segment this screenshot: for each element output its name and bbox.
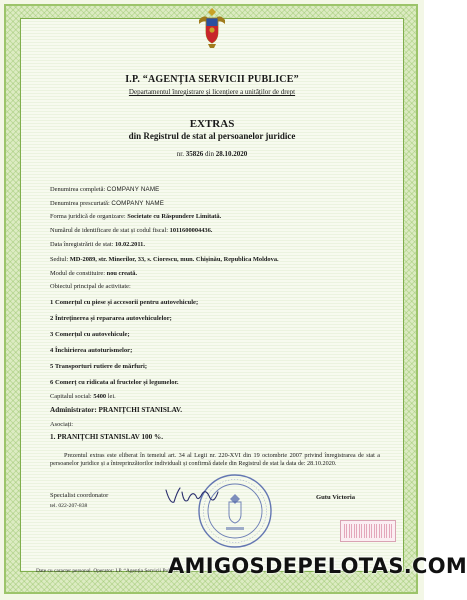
number-prefix: nr. [176, 150, 184, 158]
activity-item: 3 Comerțul cu autovehicule; [50, 331, 130, 338]
document-subtitle: din Registrul de stat al persoanelor juridice [128, 131, 296, 141]
mode-value: nou creată. [106, 270, 138, 277]
idno-row [50, 227, 212, 234]
activity-item: 4 Închirierea autoturismelor; [50, 347, 133, 354]
full-name-label: Denumirea completă: [50, 186, 106, 193]
legal-form-label: Forma juridică de organizare: [50, 213, 126, 220]
full-name-value: COMPANY NAME [106, 186, 160, 193]
capital-row [50, 393, 116, 400]
mode-row [50, 270, 137, 277]
department-name: Departamentul înregistrare și licențiere a unităților de drept [128, 88, 296, 96]
activity-item: 6 Comerț cu ridicata al fructelor și legumelor. [50, 379, 179, 386]
barcode-icon [344, 524, 392, 538]
footer-note: Date cu caracter personal. Operator: I.P. “Agenția Servicii Publice” [36, 568, 182, 574]
signatory-name: Gutu Victoria [316, 494, 356, 501]
short-name-label: Denumirea prescurtată: [50, 200, 110, 207]
idno-value: 1011600004436. [169, 227, 213, 234]
date-value: 28.10.2020 [215, 150, 248, 158]
associates-label: Asociați: [50, 421, 74, 428]
document-title: EXTRAS [189, 118, 235, 130]
date-prefix: din [205, 150, 214, 158]
legal-form-row [50, 213, 221, 220]
closing-paragraph [50, 452, 380, 468]
activity-item: 5 Transporturi rutiere de mărfuri; [50, 363, 148, 370]
administrator: Administrator: PRANIȚCHI STANISLAV. [50, 406, 182, 414]
barcode-sticker [340, 520, 396, 542]
seat-row [50, 256, 279, 263]
number-value: 35826 [185, 150, 204, 158]
associate-item: 1. PRANIȚCHI STANISLAV 100 %. [50, 433, 164, 441]
watermark: AMIGOSDEPELOTAS.COM [168, 554, 467, 578]
closing-text: Prezentul extras este eliberat în temeiul art. 34 al Legii nr. 220-XVI din 19 octombrie 2007 privind înregistrarea de stat a persoanelor juridice și a întreprinzătorilor individuali și confirmă datele din Registrul de stat la data de: 28.10.2020. [50, 452, 380, 468]
idno-label: Numărul de identificare de stat și codul fiscal: [50, 227, 169, 234]
reg-date-row [50, 241, 145, 248]
activity-item: 2 Întreținerea și repararea autovehiculelor; [50, 315, 172, 322]
mode-label: Modul de constituire: [50, 270, 106, 277]
short-name-row [50, 200, 164, 207]
reg-date-label: Data înregistrării de stat: [50, 241, 114, 248]
seat-label: Sediul: [50, 256, 69, 263]
agency-name: I.P. “AGENȚIA SERVICII PUBLICE” [125, 74, 299, 85]
coat-of-arms-icon [196, 6, 228, 50]
full-name-row [50, 186, 160, 193]
capital-value: 5400 [93, 393, 107, 400]
short-name-value: COMPANY NAME [111, 200, 165, 207]
signatory-phone: tel. 022-207-838 [50, 503, 88, 509]
seat-value: MD-2089, str. Minerilor, 33, s. Ciorescu, mun. Chișinău, Republica Moldova. [69, 256, 279, 263]
activity-label: Obiectul principal de activitate: [50, 283, 131, 290]
reg-date-value: 10.02.2011. [114, 241, 145, 248]
signatory-title: Specialist coordonator [50, 492, 109, 499]
capital-unit: lei. [107, 393, 116, 400]
handwritten-signature-icon [162, 482, 222, 508]
capital-label: Capitalul social: [50, 393, 92, 400]
legal-form-value: Societate cu Răspundere Limitată. [127, 213, 222, 220]
document-number [0, 150, 424, 158]
activity-item: 1 Comerțul cu piese și accesorii pentru autovehicule; [50, 299, 199, 306]
